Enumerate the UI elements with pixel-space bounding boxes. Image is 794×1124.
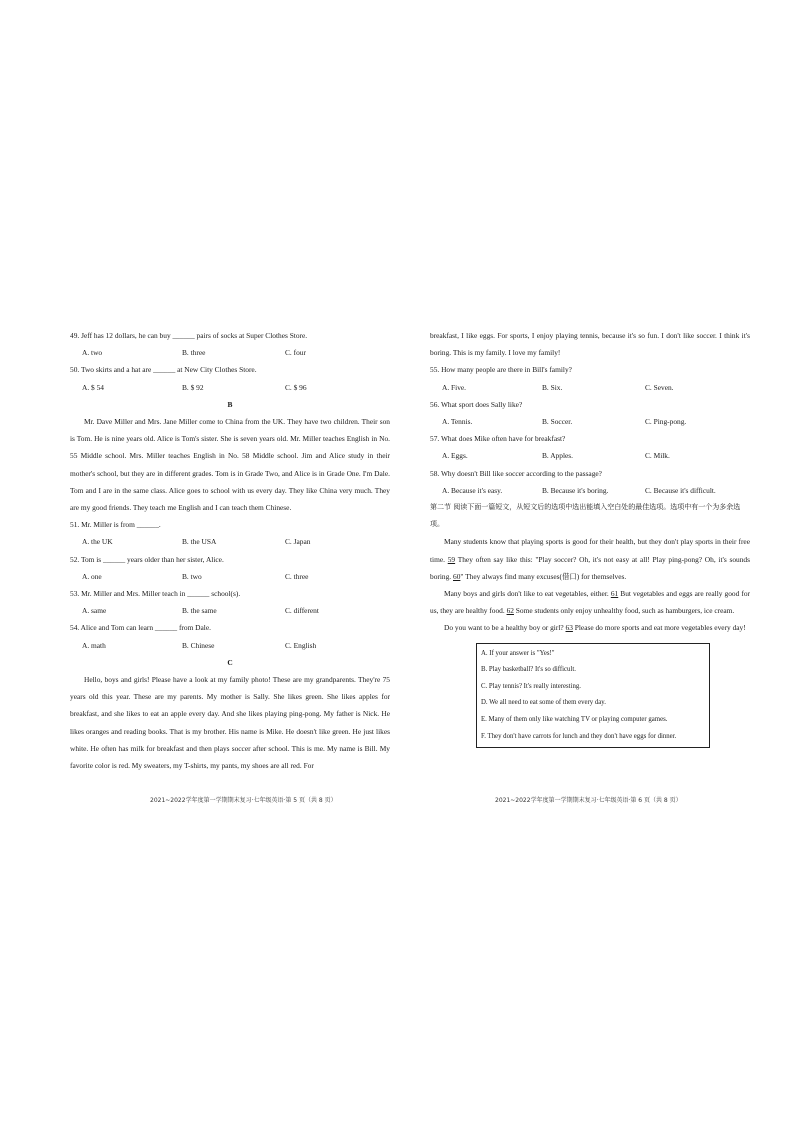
cloze-text: Some students only enjoy unhealthy food, such as hamburgers, ice cream. xyxy=(513,606,735,616)
box-option-d: D. We all need to eat some of them every day. xyxy=(481,699,606,707)
box-option-a: A. If your answer is "Yes!" xyxy=(481,649,555,657)
question-55: 55. How many people are there in Bill's family? xyxy=(430,365,572,375)
box-option-e: E. Many of them only like watching TV or playing computer games. xyxy=(481,716,668,724)
box-option-b: B. Play basketball? It's so difficult. xyxy=(481,666,576,674)
option-c: C. four xyxy=(285,348,306,358)
option-c: C. $ 96 xyxy=(285,382,307,392)
options-51 xyxy=(70,533,390,550)
cloze-paragraph-1 xyxy=(430,533,750,585)
option-a: A. two xyxy=(82,348,103,358)
option-a: A. math xyxy=(82,640,106,650)
option-a: A. Tennis. xyxy=(442,417,473,427)
options-box xyxy=(476,643,710,749)
options-54 xyxy=(70,637,390,654)
option-a: A. same xyxy=(82,606,107,616)
options-50 xyxy=(70,379,390,396)
section-b-heading: B xyxy=(227,399,233,409)
options-52 xyxy=(70,568,390,585)
passage-b: Mr. Dave Miller and Mrs. Jane Miller come to China from the UK. They have two children. Their son is Tom. He is nine years old. Alice is Tom's sister. She is seven years old. Mr. Miller teaches English in No. 55 Middle school. Mrs. Miller teaches English in No. 58 Middle school. Jim and Alice study in their mother's school, but they are in different grades. Tom is in Grade Two, and Alice is in Grade One. I'm Dale. Tom and I are in the same class. Alice goes to school with us every day. They like China very much. They are my good friends. They teach me English and I can teach them Chinese. xyxy=(70,417,390,513)
option-c: C. Milk. xyxy=(645,451,670,461)
option-b: B. Six. xyxy=(542,382,563,392)
options-55 xyxy=(430,379,750,396)
options-56 xyxy=(430,413,750,430)
cloze-paragraph-2 xyxy=(430,585,750,619)
options-58 xyxy=(430,482,750,499)
passage-c: Hello, boys and girls! Please have a look at my family photo! These are my grandparents. They're 75 years old this year. These are my parents. My mother is Sally. She likes green. She likes apples for breakfast, and she likes to eat an apple every day. And she likes playing ping-pong. My father is Nick. He likes oranges and reading books. That is my brother. His name is Mike. He doesn't like green. He just likes white. He often has milk for breakfast and then plays soccer after school. This is me. My name is Bill. My favorite color is red. My sweaters, my T-shirts, my pants, my shoes are all red. For xyxy=(70,675,390,771)
blank-62: 62 xyxy=(506,606,514,616)
option-b: B. Because it's boring. xyxy=(542,485,609,495)
cloze-text: Do you want to be a healthy boy or girl? xyxy=(444,623,566,633)
footer-right: 2021~2022学年度第一学期期末复习·七年级英语·第 6 页（共 8 页） xyxy=(495,797,682,804)
question-57: 57. What does Mike often have for breakfast? xyxy=(430,434,566,444)
options-53 xyxy=(70,602,390,619)
blank-63: 63 xyxy=(565,623,573,633)
option-c: C. Because it's difficult. xyxy=(645,485,716,495)
box-option-c: C. Play tennis? It's really interesting. xyxy=(481,682,581,690)
options-57 xyxy=(430,447,750,464)
cloze-text: Please do more sports and eat more vegetables every day! xyxy=(572,623,746,633)
option-c: C. three xyxy=(285,571,309,581)
option-a: A. Five. xyxy=(442,382,467,392)
cloze-text: Many boys and girls don't like to eat vegetables, either. xyxy=(444,589,611,599)
option-b: B. Chinese xyxy=(182,640,215,650)
passage-c-continued: breakfast, I like eggs. For sports, I enjoy playing tennis, because it's so fun. I don't like soccer. I think it's boring. This is my family. I love my family! xyxy=(430,331,750,358)
option-c: C. English xyxy=(285,640,317,650)
cloze-text: They often say like this: "Play soccer? Oh, it's not easy at all! Play ping-pong? Oh, it's sounds boring. xyxy=(430,554,750,581)
blank-59: 59 xyxy=(447,554,456,564)
cloze-text: But vegetables and eggs are really good for us, they are healthy food. xyxy=(430,589,750,616)
question-50: 50. Two skirts and a hat are ______ at New City Clothes Store. xyxy=(70,365,257,375)
question-58: 58. Why doesn't Bill like soccer according to the passage? xyxy=(430,468,602,478)
cloze-text: Many students know that playing sports is good for their health, but they don't play sports in their free time. xyxy=(430,537,750,564)
option-a: A. Because it's easy. xyxy=(442,485,503,495)
left-column xyxy=(70,327,390,774)
option-b: B. the same xyxy=(182,606,217,616)
option-a: A. one xyxy=(82,571,102,581)
question-52: 52. Tom is ______ years older than her sister, Alice. xyxy=(70,554,224,564)
option-c: C. Seven. xyxy=(645,382,674,392)
footer-left: 2021~2022学年度第一学期期末复习·七年级英语·第 5 页（共 8 页） xyxy=(150,797,337,804)
option-b: B. the USA xyxy=(182,537,217,547)
cloze-text: " They always find many excuses(借口) for themselves. xyxy=(460,571,627,581)
blank-61: 61 xyxy=(610,589,619,599)
option-a: A. the UK xyxy=(82,537,113,547)
question-53: 53. Mr. Miller and Mrs. Miller teach in ______ school(s). xyxy=(70,589,241,599)
blank-60: 60 xyxy=(453,571,461,581)
option-c: C. Ping-pong. xyxy=(645,417,687,427)
option-c: C. Japan xyxy=(285,537,311,547)
section-2-instruction: 第二节 阅读下面一篇短文，从短文后的选项中选出能填入空白处的最佳选项。选项中有一个为多余选项。 xyxy=(430,503,741,529)
question-49: 49. Jeff has 12 dollars, he can buy ______ pairs of socks at Super Clothes Store. xyxy=(70,331,308,340)
box-option-f: F. They don't have carrots for lunch and they don't have eggs for dinner. xyxy=(481,732,677,740)
option-b: B. three xyxy=(182,348,206,358)
options-49 xyxy=(70,344,390,361)
option-b: B. $ 92 xyxy=(182,382,204,392)
right-column xyxy=(430,327,750,748)
question-51: 51. Mr. Miller is from ______. xyxy=(70,520,161,530)
option-b: B. two xyxy=(182,571,202,581)
option-b: B. Soccer. xyxy=(542,417,573,427)
option-a: A. Eggs. xyxy=(442,451,468,461)
question-54: 54. Alice and Tom can learn ______ from Dale. xyxy=(70,623,211,633)
section-c-heading: C xyxy=(227,657,233,667)
option-c: C. different xyxy=(285,606,319,616)
question-56: 56. What sport does Sally like? xyxy=(430,399,523,409)
option-a: A. $ 54 xyxy=(82,382,104,392)
cloze-paragraph-3 xyxy=(430,619,750,636)
option-b: B. Apples. xyxy=(542,451,574,461)
